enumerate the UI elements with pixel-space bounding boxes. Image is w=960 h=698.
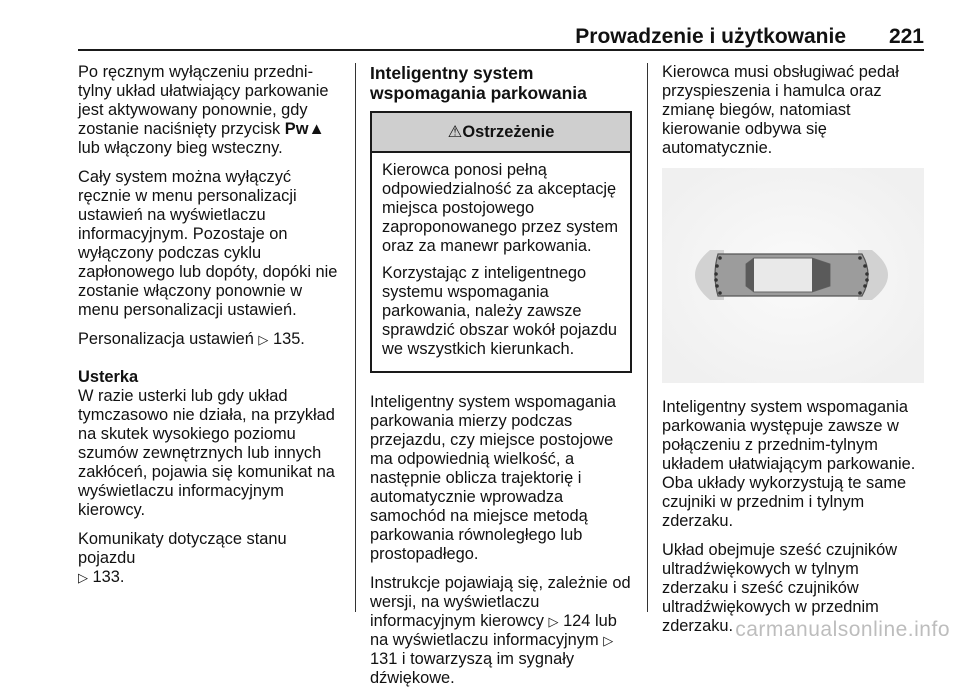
paragraph-driver-controls: Kierowca musi obsługiwać pedał przyspieszenia i hamulca oraz zmianę biegów, natomiast kierowanie odbywa się automatycznie. [662, 63, 899, 157]
column-2 [370, 63, 632, 698]
warning-title: Ostrzeżenie [462, 123, 555, 141]
paragraph-personalization: Personalizacja ustawień ▷ 135. [78, 330, 305, 348]
page-ref-icon: ▷ [548, 614, 559, 629]
page-ref-icon: ▷ [603, 633, 614, 648]
page-ref-link-133[interactable]: 133. [88, 568, 125, 586]
warning-paragraph-2: Korzystając z inteligentnego systemu wspomagania parkowania, należy zawsze sprawdzić obszar wokół pojazdu we wszystkich kierunkach. [382, 264, 618, 358]
warning-box [370, 111, 632, 373]
rear-window-icon [746, 258, 754, 292]
watermark: carmanualsonline.info [735, 618, 950, 641]
page-ref-icon: ▷ [78, 570, 88, 585]
section-heading: Inteligentny system wspomagania parkowania [370, 63, 587, 103]
page-number: 221 [888, 25, 924, 48]
fault-heading: Usterka [78, 368, 139, 386]
paragraph-vehicle-messages: Komunikaty dotyczące stanu pojazdu ▷ 133. [78, 530, 287, 586]
windshield-icon [812, 258, 830, 292]
paragraph-button-reactivation: Po ręcznym wyłączeniu przedni-tylny układ ułatwiający parkowanie jest aktywowany ponownie, gdy zostanie naciśnięty przycisk Pᴡ▲ lub włączony bieg wsteczny. [78, 63, 329, 157]
paragraph-instructions: Instrukcje pojawiają się, zależnie od wersji, na wyświetlaczu informacyjnym kierowcy ▷ 124 lub na wyświetlaczu informacyjnym ▷ 131 i towarzyszą im sygnały dźwiękowe. [370, 574, 631, 687]
column-3 [662, 63, 926, 646]
warning-header [372, 113, 630, 153]
page-ref-icon: ▷ [258, 332, 269, 347]
page-header [78, 25, 924, 51]
paragraph-system-description: Inteligentny system wspomagania parkowania mierzy podczas przejazdu, czy miejsce postojowe ma odpowiednią wielkość, a następnie oblicza trajektorię i automatycznie wprowadza samochód na miejsce metodą parkowania równoległego lub prostopadłego. [370, 393, 616, 563]
column-1 [78, 63, 344, 597]
car-sensor-illustration [662, 168, 924, 383]
paragraph-sensors: Układ obejmuje sześć czujników ultradźwiękowych w tylnym zderzaku i sześć czujników ultradźwiękowych w przednim zderzaku. [662, 541, 898, 635]
column-divider-2 [647, 63, 648, 612]
page-ref-link-135[interactable]: 135. [268, 330, 305, 348]
paragraph-manual-disable: Cały system można wyłączyć ręcznie w menu personalizacji ustawień na wyświetlaczu informacyjnym. Pozostaje on wyłączony podczas cyklu zapłonowego lub dopóty, dopóki nie zostanie włączony ponownie w menu personalizacji ustawień. [78, 168, 338, 319]
paragraph-fault: W razie usterki lub gdy układ tymczasowo nie działa, na przykład na skutek wysokiego poziomu szumów zewnętrznych lub innych zakłóceń, pojawia się komunikat na wyświetlaczu informacyjnym kierowcy. [78, 387, 335, 519]
warning-icon: ⚠ [447, 123, 463, 141]
header-title: Prowadzenie i użytkowanie [575, 25, 846, 48]
warning-paragraph-1: Kierowca ponosi pełną odpowiedzialność za akceptację miejsca postojowego zaproponowanego przez system oraz za manewr parkowania. [382, 161, 618, 255]
column-divider-1 [355, 63, 356, 612]
park-assist-button-icon: Pᴡ▲ [284, 120, 325, 138]
paragraph-combined-systems: Inteligentny system wspomagania parkowania występuje zawsze w połączeniu z przednim-tylnym układem ułatwiającym parkowanie. Oba układy wykorzystują te same czujniki w przednim i tylnym zderzaku. [662, 398, 916, 530]
